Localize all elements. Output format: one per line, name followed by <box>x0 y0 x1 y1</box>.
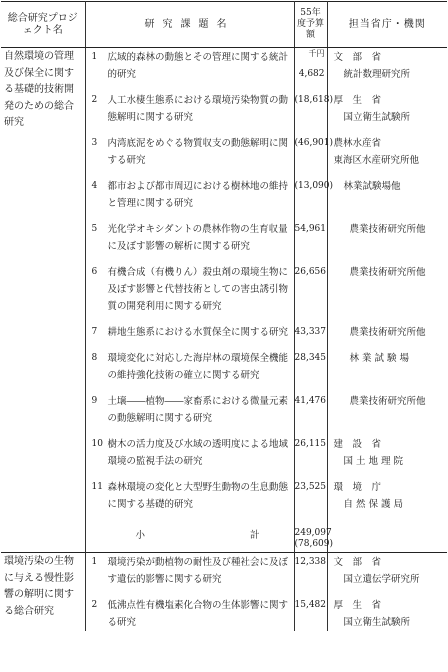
project-budget: (46,901) <box>294 134 327 177</box>
project-number: 11 <box>91 482 103 492</box>
agency-name: 自然保護局 <box>343 499 407 510</box>
project-number: 10 <box>91 439 103 449</box>
header-budget: 55年度予算額 <box>294 2 327 48</box>
project-title: 有機合成（有機りん）殺虫剤の環境生物に及ぼす影響と代替技術としての害虫誘引物質の開発利用に関する研究 <box>107 267 289 312</box>
ministry-name: 環 境 庁 <box>333 482 382 493</box>
project-title: 環境汚染が動植物の耐性及び種社会に及ぼす遺伝的影響に関する研究 <box>107 557 289 585</box>
project-number: 8 <box>91 353 98 363</box>
project-budget: (13,090) <box>294 177 327 220</box>
project-budget: 26,115 <box>294 435 327 478</box>
project-budget: 54,961 <box>294 220 327 263</box>
project-title: 環境変化に対応した海岸林の環境保全機能の維持強化技術の確立に関する研究 <box>107 353 289 381</box>
section-2 <box>1 553 447 632</box>
project-budget: 41,476 <box>294 392 327 435</box>
project-budget: 15,482 <box>294 596 327 631</box>
project-title: 光化学オキシダントの農林作物の生育収量に及ぼす影響の解析に関する研究 <box>107 224 288 252</box>
project-number: 1 <box>91 52 98 62</box>
unit-label: 千円 <box>308 49 325 58</box>
project-budget: 12,338 <box>294 553 327 597</box>
project-number: 6 <box>91 267 98 277</box>
agency-name: 農業技術研究所他 <box>349 396 426 407</box>
project-number: 2 <box>91 95 98 105</box>
ministry-name: 厚 生 省 <box>333 600 382 611</box>
project-title: 土壌――植物――家畜系における微量元素の動態解明に関する研究 <box>107 396 289 424</box>
section-name: 環境汚染の生物に与える慢性影響の解明に関する総合研究 <box>1 553 85 632</box>
table-row <box>1 553 447 597</box>
project-budget: 26,656 <box>294 263 327 323</box>
subtotal-label-left: 小 <box>135 530 146 541</box>
project-title: 低沸点性有機塩素化合物の生体影響に関する研究 <box>107 600 289 628</box>
project-number: 3 <box>91 138 98 148</box>
ministry-name: 文 部 省 <box>333 557 382 568</box>
agency-name: 林業試験場他 <box>343 181 401 192</box>
agency-name: 国立遺伝学研究所 <box>343 574 420 585</box>
project-budget: 43,337 <box>294 323 327 349</box>
research-table <box>1 1 447 631</box>
table-header-row <box>1 2 447 48</box>
project-title: 森林環境の変化と大型野生動物の生息動態に関する基礎的研究 <box>107 482 289 510</box>
project-budget: 23,525 <box>294 478 327 521</box>
ministry-name: 農林水産省 <box>333 138 382 149</box>
section-name: 自然環境の管理及び保全に関する基礎的技術開発のための総合研究 <box>1 48 85 553</box>
subtotal-value-paren: (78,609) <box>294 539 334 549</box>
project-title: 広域的森林の動態とその管理に関する統計的研究 <box>107 52 289 80</box>
project-budget: (18,618) <box>294 91 327 134</box>
agency-name: 国立衛生試験所 <box>343 617 411 628</box>
agency-name: 国土地理院 <box>343 456 407 467</box>
ministry-name: 厚 生 省 <box>333 95 382 106</box>
subtotal-value: 249,097 <box>294 528 332 538</box>
project-number: 4 <box>91 181 98 191</box>
project-title: 樹木の活力度及び水域の透明度による地域環境の監視手法の研究 <box>107 439 289 467</box>
project-title: 内湾底泥をめぐる物質収支の動態解明に関する研究 <box>107 138 289 166</box>
project-title: 耕地生態系における水質保全に関する研究 <box>107 327 289 338</box>
project-number: 2 <box>91 600 98 610</box>
agency-name: 林業試験場 <box>349 353 413 364</box>
header-research-topic: 研究課題名 <box>85 2 294 48</box>
agency-name: 農業技術研究所他 <box>349 224 426 235</box>
table-row <box>1 48 447 92</box>
agency-name: 東海区水産研究所他 <box>333 155 420 166</box>
project-number: 5 <box>91 224 98 234</box>
project-title: 人工水棲生態系における環境汚染物質の動態解明に関する研究 <box>107 95 289 123</box>
agency-name: 農業技術研究所他 <box>349 327 426 338</box>
project-budget: 4,682 <box>298 69 325 79</box>
header-ministry: 担当省庁・機関 <box>327 2 447 48</box>
ministry-name: 文 部 省 <box>333 52 382 63</box>
section-1 <box>1 48 447 553</box>
project-number: 1 <box>91 557 98 567</box>
header-project-name: 総合研究プロジェクト名 <box>1 2 85 48</box>
project-budget: 28,345 <box>294 349 327 392</box>
agency-name: 統計数理研究所 <box>343 69 411 80</box>
project-number: 7 <box>91 327 98 337</box>
project-title: 都市および都市周辺における樹林地の維持と管理に関する研究 <box>107 181 289 209</box>
agency-name: 農業技術研究所他 <box>349 267 426 278</box>
subtotal-label-right: 計 <box>249 530 260 541</box>
ministry-name: 建 設 省 <box>333 439 382 450</box>
agency-name: 国立衛生試験所 <box>343 112 411 123</box>
project-number: 9 <box>91 396 98 406</box>
